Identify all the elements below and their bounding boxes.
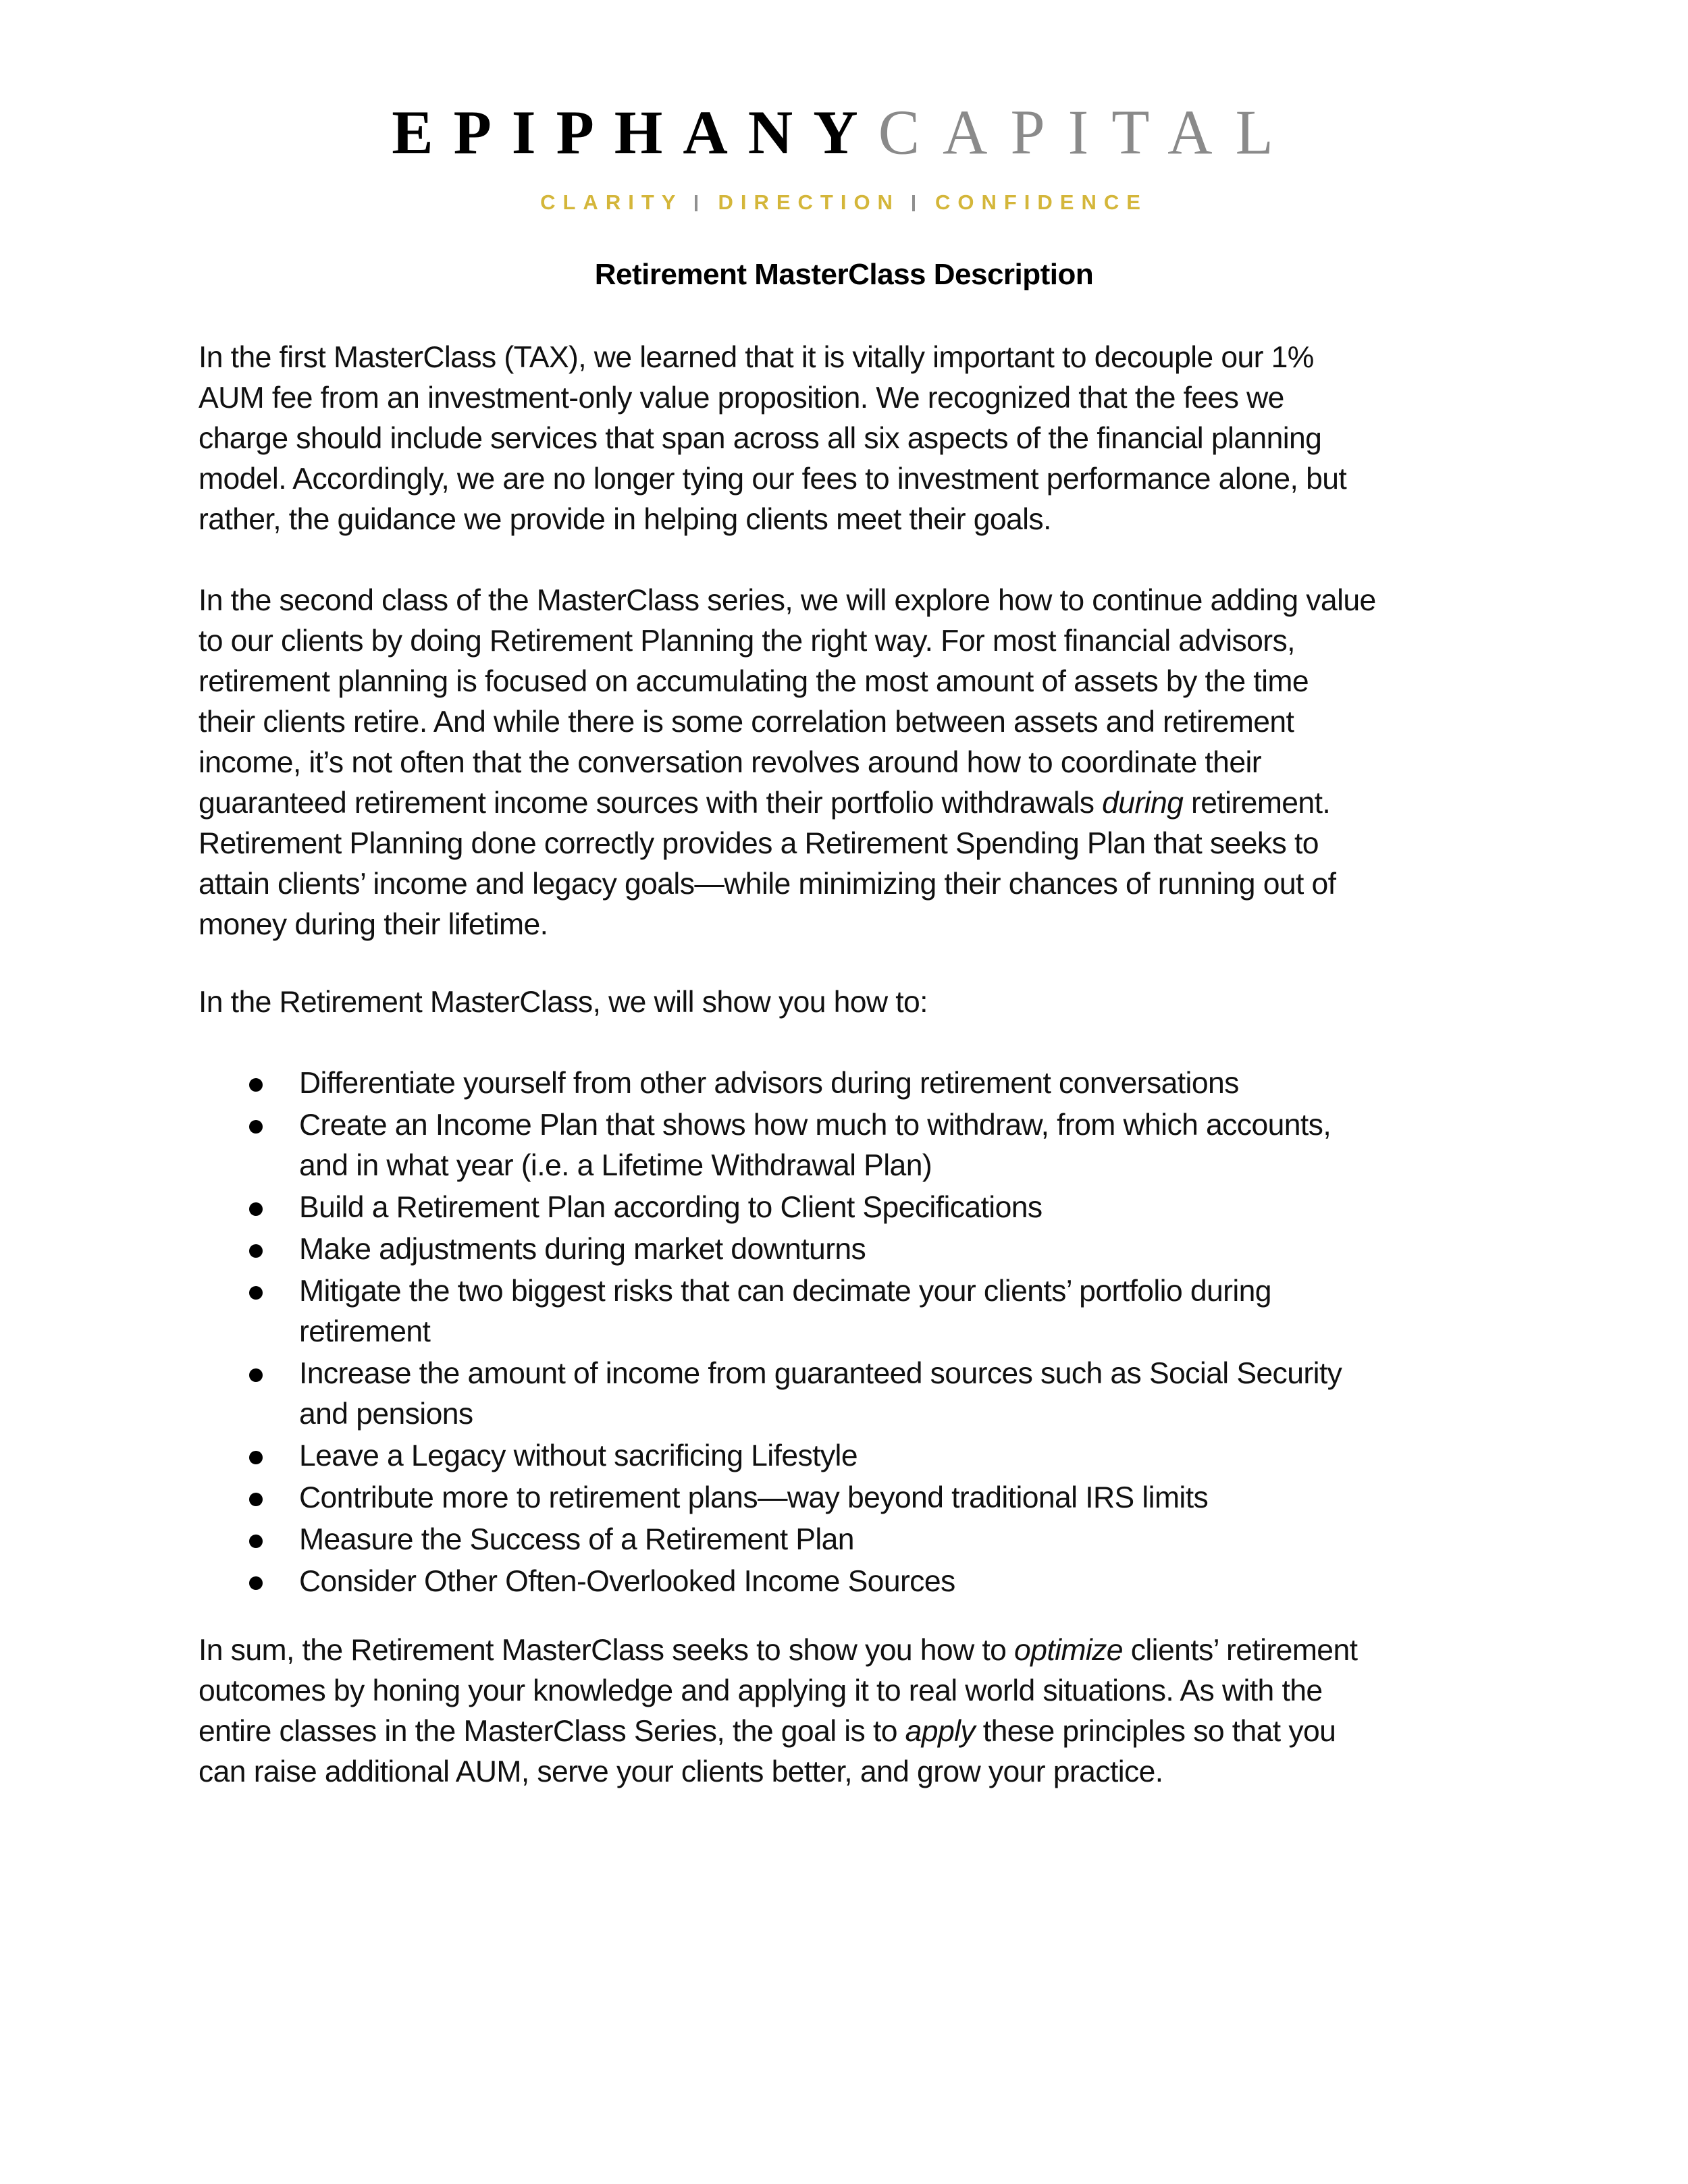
text-line: Retirement Planning done correctly provides a Retirement Spending Plan that seeks to (199, 827, 1319, 860)
text-run: retirement. (1183, 787, 1331, 820)
list-item (199, 1520, 1502, 1560)
tagline-item: CLARITY (540, 190, 683, 214)
text-line: Contribute more to retirement plans—way beyond traditional IRS limits (299, 1481, 1209, 1514)
tagline-item: DIRECTION (718, 190, 900, 214)
paragraph-closing (199, 1630, 1502, 1792)
bullet-icon (249, 1120, 263, 1134)
text-line: charge should include services that span across all six aspects of the financial planning (199, 422, 1322, 455)
list-item-text (299, 1478, 1502, 1518)
tagline-separator (695, 195, 697, 211)
bullet-icon (249, 1576, 263, 1590)
list-item-text (299, 1354, 1502, 1435)
paragraph-second-masterclass (199, 581, 1502, 945)
text-line: Mitigate the two biggest risks that can decimate your clients’ portfolio during (299, 1275, 1271, 1308)
list-item-text (299, 1562, 1502, 1602)
list-item (199, 1229, 1502, 1270)
text-run: these principles so that you (975, 1715, 1336, 1748)
text-line (199, 783, 1502, 824)
logo-primary-word: EPIPHANY (392, 98, 878, 167)
text-line (199, 1630, 1502, 1671)
list-item (199, 1188, 1502, 1228)
text-run: In sum, the Retirement MasterClass seeks to show you how to (199, 1634, 1015, 1667)
text-line: model. Accordingly, we are no longer tying our fees to investment performance alone, but (199, 462, 1347, 496)
text-line: Differentiate yourself from other advisors during retirement conversations (299, 1067, 1239, 1100)
tagline-separator (912, 195, 915, 211)
list-item-text (299, 1188, 1502, 1228)
list-item (199, 1354, 1502, 1435)
bullet-icon (249, 1286, 263, 1300)
list-item (199, 1436, 1502, 1476)
text-run: clients’ retirement (1122, 1634, 1358, 1667)
text-line: Leave a Legacy without sacrificing Lifestyle (299, 1439, 858, 1472)
list-item-text (299, 1520, 1502, 1560)
text-line: and pensions (299, 1397, 473, 1431)
list-item-text (299, 1063, 1502, 1104)
document-title: Retirement MasterClass Description (594, 258, 1094, 291)
emphasis-text: during (1102, 787, 1184, 820)
text-line: and in what year (i.e. a Lifetime Withdrawal Plan) (299, 1149, 932, 1182)
text-run: entire classes in the MasterClass Series, the goal is to (199, 1715, 905, 1748)
bullet-icon (249, 1493, 263, 1506)
bullet-icon (249, 1078, 263, 1092)
text-line (199, 1711, 1502, 1752)
learning-objectives-list (199, 1063, 1502, 1603)
list-intro (199, 982, 1502, 1023)
text-line: In the first MasterClass (TAX), we learned that it is vitally important to decouple our 1% (199, 341, 1314, 374)
text-line: Measure the Success of a Retirement Plan (299, 1523, 854, 1556)
text-line: Consider Other Often-Overlooked Income Sources (299, 1565, 955, 1598)
text-line: Build a Retirement Plan according to Client Specifications (299, 1191, 1043, 1224)
text-line: can raise additional AUM, serve your clients better, and grow your practice. (199, 1755, 1163, 1788)
text-line: Increase the amount of income from guaranteed sources such as Social Security (299, 1357, 1342, 1390)
text-line: Create an Income Plan that shows how much to withdraw, from which accounts, (299, 1109, 1331, 1142)
bullet-icon (249, 1244, 263, 1258)
text-run: guaranteed retirement income sources with their portfolio withdrawals (199, 787, 1103, 820)
bullet-icon (249, 1368, 263, 1382)
list-item-text (299, 1436, 1502, 1476)
text-line: attain clients’ income and legacy goals—while minimizing their chances of running out of (199, 868, 1336, 901)
bullet-icon (249, 1451, 263, 1464)
list-item (199, 1478, 1502, 1518)
list-item-text (299, 1229, 1502, 1270)
company-logo (0, 97, 1688, 168)
list-item-text (299, 1105, 1502, 1186)
emphasis-text: apply (905, 1715, 976, 1748)
text-line: retirement (299, 1315, 431, 1348)
text-line: money during their lifetime. (199, 908, 548, 941)
text-line: AUM fee from an investment-only value proposition. We recognized that the fees we (199, 381, 1284, 415)
text-line: Make adjustments during market downturns (299, 1233, 866, 1266)
text-line: In the second class of the MasterClass series, we will explore how to continue adding value (199, 584, 1376, 617)
tagline (0, 190, 1688, 215)
list-item (199, 1105, 1502, 1186)
bullet-icon (249, 1202, 263, 1216)
list-item-text (299, 1271, 1502, 1352)
text-line: their clients retire. And while there is some correlation between assets and retirement (199, 705, 1294, 739)
tagline-item: CONFIDENCE (934, 190, 1148, 214)
text-line: income, it’s not often that the conversation revolves around how to coordinate their (199, 746, 1261, 779)
emphasis-text: optimize (1014, 1634, 1123, 1667)
list-item (199, 1562, 1502, 1602)
list-item (199, 1271, 1502, 1352)
text-line: rather, the guidance we provide in helping clients meet their goals. (199, 503, 1051, 536)
text-line: to our clients by doing Retirement Planning the right way. For most financial advisors, (199, 624, 1295, 658)
text-line: retirement planning is focused on accumulating the most amount of assets by the time (199, 665, 1309, 698)
paragraph-first-masterclass (199, 338, 1502, 540)
logo-secondary-word: CAPITAL (878, 97, 1296, 168)
bullet-icon (249, 1535, 263, 1548)
text-line: outcomes by honing your knowledge and applying it to real world situations. As with the (199, 1674, 1323, 1707)
list-item (199, 1063, 1502, 1104)
text-line: In the Retirement MasterClass, we will show you how to: (199, 986, 928, 1019)
